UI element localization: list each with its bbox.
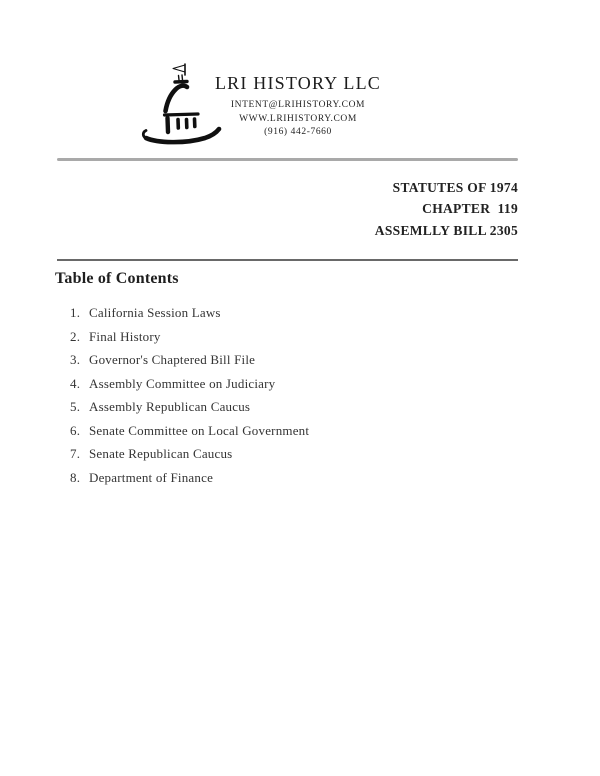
toc-item <box>70 376 309 400</box>
toc-item-label: Department of Finance <box>89 469 214 485</box>
company-name: LRI HISTORY LLC <box>214 73 381 93</box>
toc-item-number: 8. <box>70 469 81 485</box>
letterhead <box>183 72 413 140</box>
toc-list <box>70 305 309 493</box>
bill-reference-block <box>375 177 518 241</box>
company-phone: (916) 442-7660 <box>264 127 332 137</box>
toc-item <box>70 305 309 329</box>
toc-item-number: 4. <box>70 375 81 391</box>
toc-item-number: 3. <box>70 352 81 367</box>
chapter-line: CHAPTER 119 <box>422 201 518 217</box>
toc-item <box>70 352 309 376</box>
divider-bottom <box>57 259 518 261</box>
toc-item-label: California Session Laws <box>89 305 221 320</box>
toc-item <box>70 423 309 447</box>
toc-item-label: Assembly Republican Caucus <box>89 399 251 414</box>
toc-title: Table of Contents <box>55 270 179 287</box>
toc-item-number: 5. <box>70 399 81 414</box>
toc-item-number: 7. <box>70 446 81 461</box>
toc-item <box>70 399 309 423</box>
toc-item-label: Assembly Committee on Judiciary <box>89 375 276 391</box>
toc-item-number: 1. <box>70 305 81 320</box>
company-email: INTENT@LRIHISTORY.COM <box>230 100 366 110</box>
toc-item <box>70 470 309 494</box>
toc-item-label: Final History <box>89 328 161 344</box>
toc-item-label: Senate Republican Caucus <box>89 446 233 461</box>
toc-item-number: 6. <box>70 422 81 438</box>
toc-item <box>70 446 309 470</box>
toc-item <box>70 329 309 353</box>
toc-item-number: 2. <box>70 328 81 344</box>
toc-item-label: Governor's Chaptered Bill File <box>89 352 256 367</box>
company-website: WWW.LRIHISTORY.COM <box>239 113 357 124</box>
toc-item-label: Senate Committee on Local Government <box>89 422 310 438</box>
divider-top <box>57 158 518 161</box>
assembly-bill-line: ASSEMLLY BILL 2305 <box>374 222 518 238</box>
statutes-line: STATUTES OF 1974 <box>392 180 518 195</box>
